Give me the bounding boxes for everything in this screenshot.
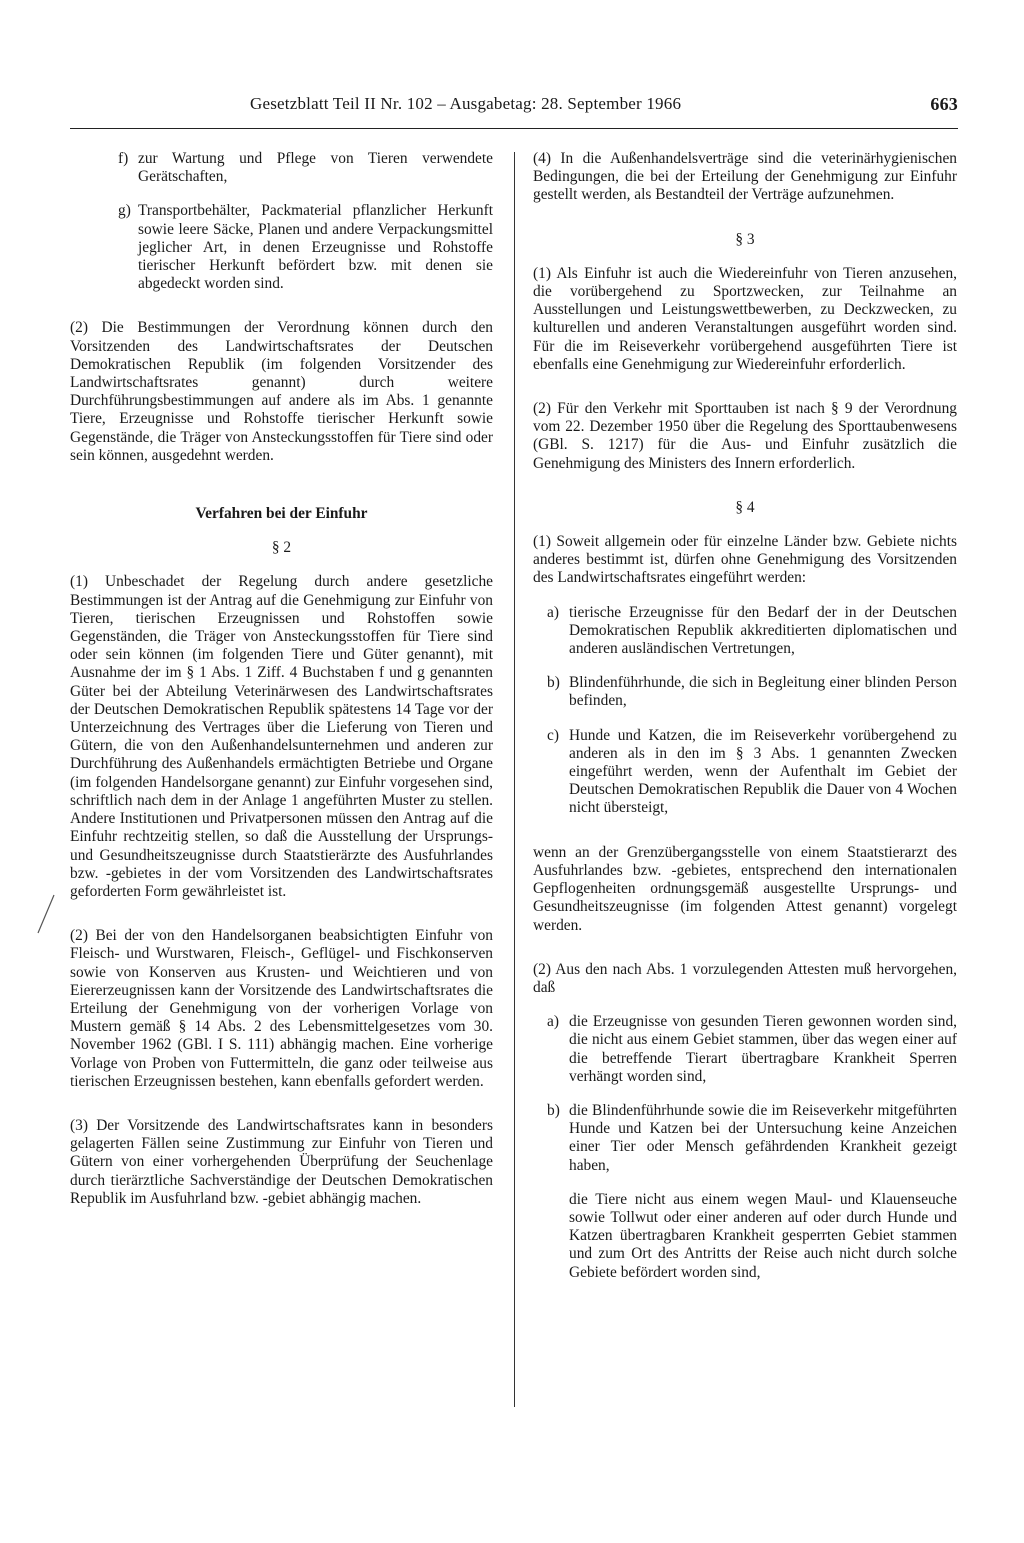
list-label: b) bbox=[547, 1101, 560, 1119]
paragraph-3-1: (1) Als Einfuhr ist auch die Wiedereinfuhr von Tieren anzusehen, die vorübergehend zu Sportzwecken, zur Teilnahme an Ausstellungen und Leistungswettbewerben, zu Deckzwecken, zu kulturellen und anderen Veranstaltungen ausgeführt worden sind. Für die im Reiseverkehr vorübergehend ausgeführten Tiere ist ebenfalls eine Genehmigung zur Wiedereinfuhr erforderlich. bbox=[533, 264, 957, 373]
list-item-2b bbox=[547, 1102, 957, 1175]
section-number-3: § 3 bbox=[735, 230, 755, 248]
header-title: Gesetzblatt Teil II Nr. 102 – Ausgabetag: 28. September 1966 bbox=[250, 94, 682, 113]
list-text: tierische Erzeugnisse für den Bedarf der in der Deutschen Demokratischen Republik akkreditierten diplomatischen und anderen ausländischen Vertretungen, bbox=[569, 603, 957, 658]
list-item-a bbox=[547, 604, 957, 659]
right-column bbox=[533, 150, 957, 1282]
list-text: Hunde und Katzen, die im Reiseverkehr vorübergehend zu anderen als in den im § 3 Abs. 1 genannten Zwecken eingeführt werden, wenn der Aufenthalt im Gebiet der Deutschen Demokratischen Republik die Dauer von 4 Wochen nicht übersteigt, bbox=[569, 726, 957, 817]
left-column bbox=[70, 150, 493, 1208]
list-text: die Erzeugnisse von gesunden Tieren gewonnen worden sind, die nicht aus einem Gebiet stammen, über das wegen einer auf die betreffende Tierart übertragbare Krankheit Sperren verhängt worden sind, bbox=[569, 1013, 957, 1085]
list-text: die Blindenführhunde sowie die im Reiseverkehr mitgeführten Hunde und Katzen bei der Untersuchung keine Anzeichen einer Tier oder Mensch gefährdenden Krankheit gezeigt haben, bbox=[569, 1101, 957, 1174]
list-text: Transportbehälter, Packmaterial pflanzlicher Herkunft sowie leere Säcke, Planen und andere Verpackungsmittel jeglicher Art, in denen Erzeugnisse und Rohstoffe tierischer Herkunft befördert bzw. mit denen sie abgedeckt worden sind. bbox=[138, 202, 493, 293]
list-label: b) bbox=[547, 674, 560, 692]
paragraph-2-3: (3) Der Vorsitzende des Landwirtschaftsrates kann in besonders gelagerten Fällen seine Zustimmung zur Einfuhr von Tieren und Gütern von einer vorhergehenden Überprüfung der Seuchenlage durch tierärztliche Sachverständige der Deutschen Demokratischen Republik im Ausfuhrland bzw. -gebiet abhängig machen. bbox=[70, 1116, 493, 1207]
header-rule bbox=[70, 128, 958, 129]
list-item-c bbox=[547, 727, 957, 818]
column-divider bbox=[514, 152, 515, 1407]
paragraph-4-2: (2) Aus den nach Abs. 1 vorzulegenden Attesten muß hervorgehen, daß bbox=[533, 960, 957, 996]
list-label: a) bbox=[547, 1013, 559, 1031]
list-text: zur Wartung und Pflege von Tieren verwendete Gerätschaften, bbox=[138, 150, 493, 186]
page-header bbox=[70, 94, 958, 120]
list-label: a) bbox=[547, 603, 559, 621]
list-item-g bbox=[118, 202, 493, 293]
paragraph-4-1-continued: wenn an der Grenzübergangsstelle von einem Staatstierarzt des Ausfuhrlandes bzw. -gebietes, entsprechend den internationalen Gepflogenheiten ordnungsgemäß ausgestellte Ursprungs- und Gesundheitszeugnisse (im folgenden Attest genannt) vorgelegt werden. bbox=[533, 843, 957, 934]
section-number-4: § 4 bbox=[735, 498, 755, 516]
page-number: 663 bbox=[930, 94, 958, 114]
list-item-2a bbox=[547, 1013, 957, 1086]
list-label: c) bbox=[547, 726, 559, 744]
list-text: Blindenführhunde, die sich in Begleitung einer blinden Person befinden, bbox=[569, 674, 957, 710]
paragraph-2-4: (4) In die Außenhandelsverträge sind die veterinärhygienischen Bedingungen, die bei der Erteilung der Genehmigung zur Einfuhr gestellt werden, als Bestandteil der Verträge aufzunehmen. bbox=[533, 150, 957, 204]
section-number-2: § 2 bbox=[271, 539, 292, 557]
margin-pencil-mark bbox=[36, 893, 56, 935]
paragraph-2-1: (1) Unbeschadet der Regelung durch andere gesetzliche Bestimmungen ist der Antrag auf die Genehmigung zur Einfuhr von Tieren, tierischen Erzeugnissen und Rohstoffen sowie Gegenständen, die Träger von Ansteckungsstoffen für Tiere sind oder sein können (im folgenden Tiere und Güter genannt), mit Ausnahme der im § 1 Abs. 1 Ziff. 4 Buchstaben f und g genannten Güter bei der Abteilung Veterinärwesen des Landwirtschaftsrates der Deutschen Demokratischen Republik spätestens 14 Tage vor der Unterzeichnung des Vertrages über die Lieferung von Tieren und Gütern, die von den Außenhandelsunternehmen und anderen zur Durchführung des Außenhandels ermächtigten Betriebe und Organe (im folgenden Handelsorgane genannt) zur Einfuhr vorgesehen sind, schriftlich nach dem in der Anlage 1 angeführten Muster zu stellen. Andere Institutionen und Privatpersonen müssen den Antrag auf die Einfuhr rechtzeitig stellen, so daß die Ausstellung der Ursprungs- und Gesundheitszeugnisse durch Staatstierärzte des Ausfuhrlandes bzw. -gebietes in der vom Vorsitzenden des Landwirtschaftsrates geforderten Form gewährleistet ist. bbox=[70, 573, 493, 900]
section-heading: Verfahren bei der Einfuhr bbox=[195, 505, 368, 523]
paragraph-4-1: (1) Soweit allgemein oder für einzelne Länder bzw. Gebiete nichts anderes bestimmt ist, dürfen ohne Genehmigung des Vorsitzenden des Landwirtschaftsrates eingeführt werden: bbox=[533, 533, 957, 587]
list-item-b bbox=[547, 674, 957, 710]
list-label: g) bbox=[118, 202, 131, 220]
list-item-2b-continued: die Tiere nicht aus einem wegen Maul- und Klauenseuche sowie Tollwut oder einer anderen auf oder durch Hunde und Katzen übertragbaren Krankheit gesperrten Gebiet stammen und zum Ort des Antritts der Reise auch nicht durch solche Gebiete befördert worden sind, bbox=[569, 1190, 957, 1281]
list-item-f bbox=[118, 150, 493, 186]
paragraph-2-2: (2) Bei der von den Handelsorganen beabsichtigten Einfuhr von Fleisch- und Wurstwaren, Fleisch-, Geflügel- und Fischkonserven sowie von Konserven aus Krusten- und Weichtieren und von Eiererzeugnissen kann der Vorsitzende des Landwirtschaftsrates die Erteilung der Genehmigung von der vorherigen Vorlage von Mustern gemäß § 14 Abs. 2 des Lebensmittelgesetzes vom 30. November 1962 (GBl. I S. 111) abhängig machen. Eine vorherige Vorlage von Proben von Futtermitteln, die ganz oder teilweise aus tierischen Erzeugnissen bestehen, kann ebenfalls gefordert werden. bbox=[70, 927, 493, 1090]
paragraph-1-2: (2) Die Bestimmungen der Verordnung können durch den Vorsitzenden des Landwirtschaftsrates der Deutschen Demokratischen Republik (im folgenden Vorsitzender des Landwirtschaftsrates genannt) durch weitere Durchführungsbestimmungen auf andere als im Abs. 1 genannte Tiere, Erzeugnisse und Rohstoffe tierischer Herkunft sowie Gegenstände, die Träger von Ansteckungsstoffen für Tiere sind oder sein können, ausgedehnt werden. bbox=[70, 319, 493, 464]
list-label: f) bbox=[118, 150, 129, 167]
paragraph-3-2: (2) Für den Verkehr mit Sporttauben ist nach § 9 der Verordnung vom 22. Dezember 1950 über die Regelung des Sporttaubenwesens (GBl. S. 1217) für die Aus- und Einfuhr zusätzlich die Genehmigung des Ministers des Innern erforderlich. bbox=[533, 400, 957, 472]
